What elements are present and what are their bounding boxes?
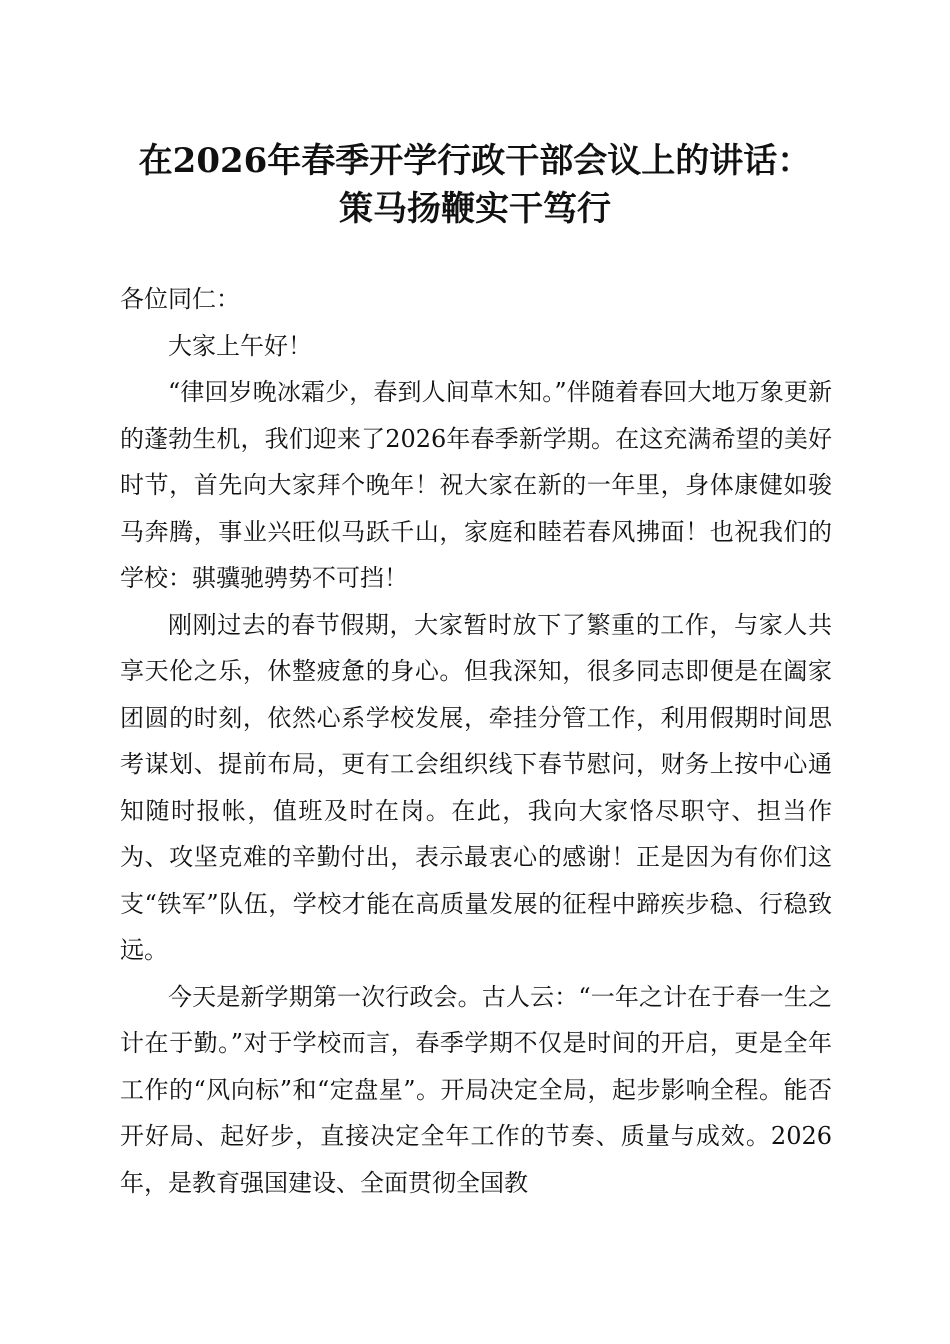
paragraph-new-year-wishes: “律回岁晚冰霜少，春到人间草木知。”伴随着春回大地万象更新的蓬勃生机，我们迎来了2026年春季新学期。在这充满希望的美好时节，首先向大家拜个晚年！祝大家在新的一年里，身体康健如骏马奔腾，事业兴旺似马跃千山，家庭和睦若春风拂面！也祝我们的学校：骐骥驰骋势不可挡！ [120, 378, 832, 592]
paragraph-first-meeting: 今天是新学期第一次行政会。古人云：“一年之计在于春一生之计在于勤。”对于学校而言，春季学期不仅是时间的开启，更是全年工作的“风向标”和“定盘星”。开局决定全局，起步影响全程。能否开好局、起好步，直接决定全年工作的节奏、质量与成效。2026年，是教育强国建设、全面贯彻全国教 [120, 982, 832, 1197]
paragraph-holiday-thanks: 刚刚过去的春节假期，大家暂时放下了繁重的工作，与家人共享天伦之乐，休整疲惫的身心。但我深知，很多同志即便是在阖家团圆的时刻，依然心系学校发展，牵挂分管工作，利用假期时间思考谋划、提前布局，更有工会组织线下春节慰问，财务上按中心通知随时报帐，值班及时在岗。在此，我向大家恪尽职守、担当作为、攻坚克难的辛勤付出，表示最衷心的感谢！正是因为有你们这支“铁军”队伍，学校才能在高质量发展的征程中蹄疾步稳、行稳致远。 [120, 610, 832, 964]
document-body [120, 276, 832, 1206]
salutation: 各位同仁： [120, 285, 240, 313]
document-title-line-2: 策马扬鞭实干笃行 [339, 189, 611, 229]
paragraph-greeting: 大家上午好！ [168, 331, 312, 360]
document-title-line-1: 在2026年春季开学行政干部会议上的讲话： [138, 141, 812, 181]
